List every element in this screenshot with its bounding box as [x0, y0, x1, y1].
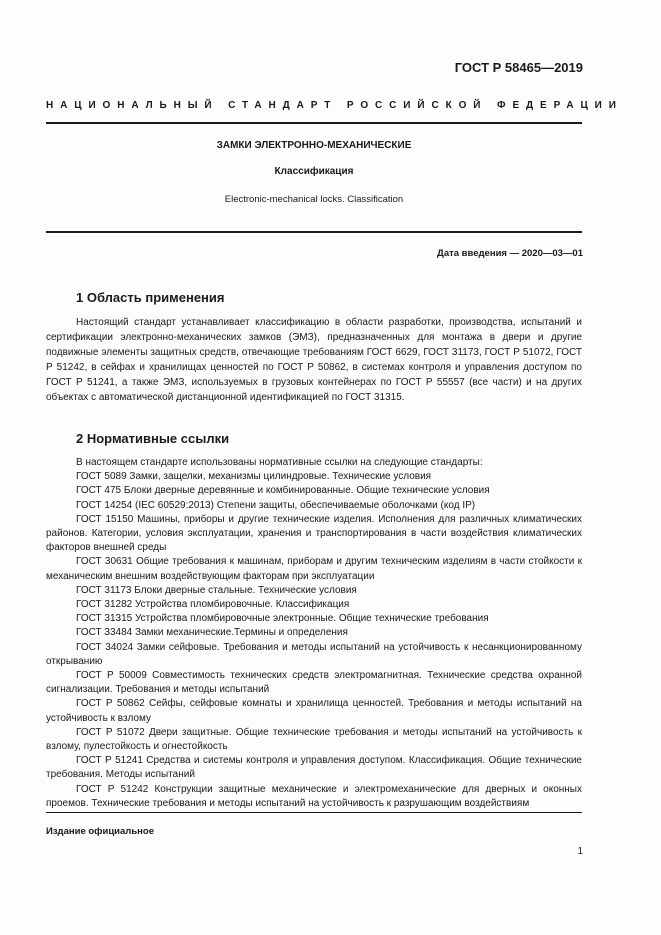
reference-item: ГОСТ Р 50862 Сейфы, сейфовые комнаты и хранилища ценностей. Требования и методы испытаний на устойчивость к взлому	[46, 698, 582, 724]
document-title: ЗАМКИ ЭЛЕКТРОННО-МЕХАНИЧЕСКИЕ	[216, 140, 412, 151]
references-intro: В настоящем стандарте использованы нормативные ссылки на следующие стандарты:	[76, 457, 483, 468]
reference-item: ГОСТ Р 50009 Совместимость технических средств электромагнитная. Технические средства охранной сигнализации. Требования и методы испытаний	[46, 670, 582, 696]
reference-item: ГОСТ 33484 Замки механические.Термины и определения	[76, 627, 348, 639]
normative-references-list	[46, 456, 582, 811]
page-number: 1	[577, 846, 583, 857]
reference-item: ГОСТ 475 Блоки дверные деревянные и комбинированные. Общие технические условия	[76, 485, 490, 497]
national-standard-banner: НАЦИОНАЛЬНЫЙ СТАНДАРТ РОССИЙСКОЙ ФЕДЕРАЦИИ	[46, 100, 623, 111]
reference-item: ГОСТ Р 51072 Двери защитные. Общие технические требования и методы испытаний на устойчивость к взлому, пулестойкость и огнестойкость	[46, 726, 582, 753]
document-subtitle: Классификация	[274, 166, 354, 177]
document-number: ГОСТ Р 58465—2019	[454, 60, 583, 75]
reference-item: ГОСТ 14254 (IEC 60529:2013) Степени защиты, обеспечиваемые оболочками (код IP)	[76, 499, 476, 511]
reference-item: ГОСТ Р 51241 Средства и системы контроля и управления доступом. Классификация. Общие технические требования. Методы испытаний	[46, 755, 582, 781]
reference-item: ГОСТ 5089 Замки, защелки, механизмы цилиндровые. Технические условия	[76, 471, 432, 483]
footer-rule	[46, 812, 582, 813]
reference-item: ГОСТ 34024 Замки сейфовые. Требования и методы испытаний на устойчивость к несанкционированному открыванию	[46, 641, 582, 667]
edition-note: Издание официальное	[46, 826, 154, 837]
reference-item: ГОСТ 30631 Общие требования к машинам, приборам и другим техническим изделиям в части стойкости к механическим внешним воздействующим факторам при эксплуатации	[46, 556, 582, 582]
section-1-text: Настоящий стандарт устанавливает классификацию в области разработки, производства, испытаний и сертификации электронно-механических замков (ЭМЗ), предназначенных для монтажа в двери и другие подвижные элементы защитных средств, отвечающие требованиям ГОСТ 6629, ГОСТ 31173, ГОСТ Р 51072, ГОСТ Р 51242, в сейфах и хранилищах ценностей по ГОСТ Р 50862, в системах контроля и управления доступом по ГОСТ Р 51241, а также ЭМЗ, используемых в грузовых контейнерах по ГОСТ Р 55557 (все части) и на других объектах с автоматической дистанционной идентификацией по ГОСТ 31315.	[46, 317, 582, 404]
section-2-heading: 2 Нормативные ссылки	[76, 431, 230, 446]
header-rule	[46, 122, 582, 124]
reference-item: ГОСТ 15150 Машины, приборы и другие технические изделия. Исполнения для различных климатических районов. Категории, условия эксплуатации, хранения и транспортирования в части воздействия климатических факторов внешней среды	[46, 513, 582, 554]
reference-item: ГОСТ Р 51242 Конструкции защитные механические и электромеханические для дверных и оконных проемов. Технические требования и методы испытаний на устойчивость к разрушающим воздействиям	[46, 783, 582, 809]
english-title: Electronic-mechanical locks. Classification	[224, 194, 404, 205]
title-rule	[46, 231, 582, 233]
section-1-heading: 1 Область применения	[76, 290, 225, 305]
reference-item: ГОСТ 31315 Устройства пломбировочные электронные. Общие технические требования	[76, 613, 489, 625]
reference-item: ГОСТ 31173 Блоки дверные стальные. Технические условия	[76, 584, 357, 596]
reference-item: ГОСТ 31282 Устройства пломбировочные. Классификация	[76, 599, 350, 611]
introduction-date: Дата введения — 2020—03—01	[437, 248, 583, 259]
